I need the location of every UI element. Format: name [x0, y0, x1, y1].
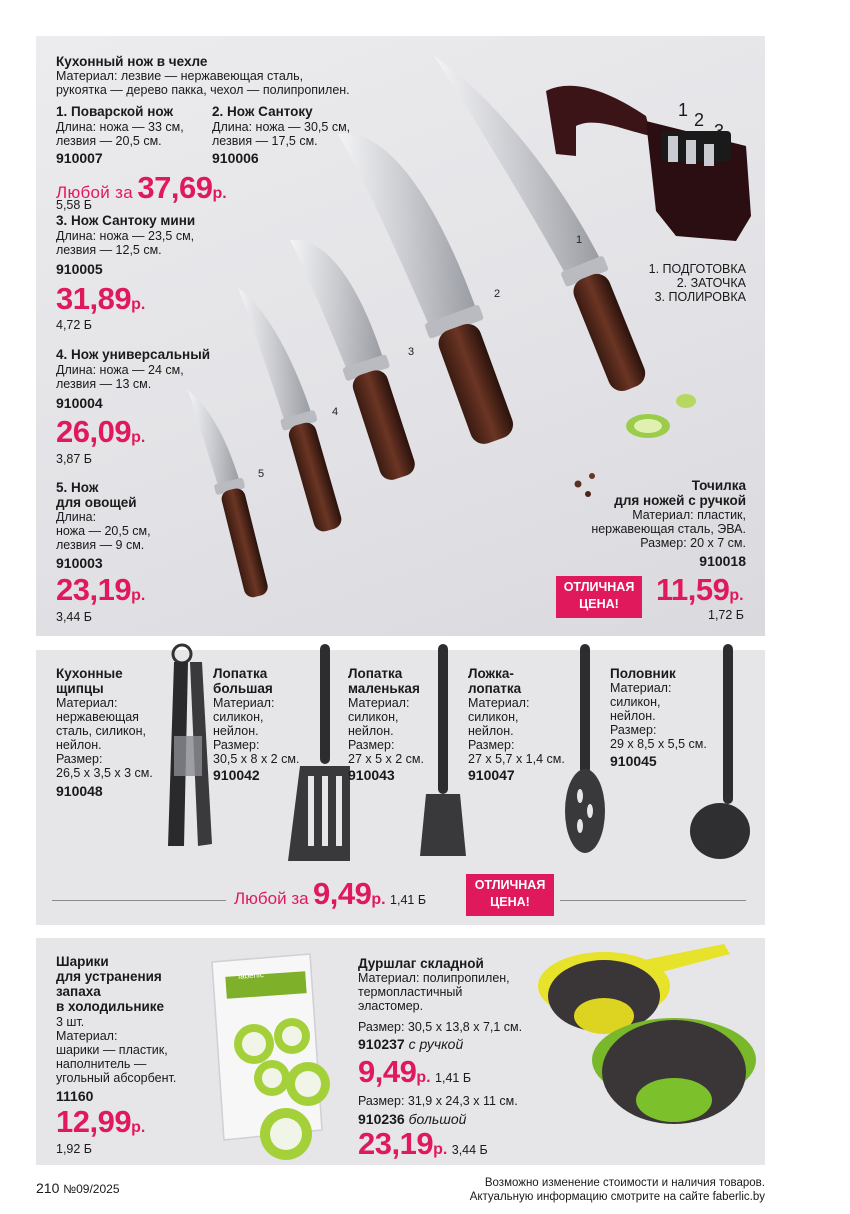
paring-knife-title-2: для овощей: [56, 495, 137, 510]
santoku-mini-price: [56, 281, 145, 317]
colander-image: [524, 940, 760, 1162]
ladle-l5: 29 х 8,5 х 5,5 см.: [610, 737, 707, 751]
tongs-l6: 26,5 х 3,5 х 3 см.: [56, 766, 153, 780]
spoon-spatula-l5: 27 х 5,7 х 1,4 см.: [468, 752, 565, 766]
code: 910237: [358, 1036, 405, 1052]
colander-l2: термопластичный: [358, 985, 463, 999]
any-points: 1,41 Б: [390, 893, 427, 907]
pack-brand: faberlic: [237, 970, 265, 981]
odor-balls-image: [198, 944, 338, 1166]
spoon-spatula-l4: Размер:: [468, 738, 515, 752]
odor-balls-title-2: для устранения: [56, 969, 162, 984]
utensils-price-divider-right: [560, 900, 746, 901]
sharpener-slot-2: 2: [694, 110, 705, 130]
paring-knife-price: [56, 572, 145, 608]
price-value: 23,19: [56, 572, 132, 607]
tongs-l5: Размер:: [56, 752, 103, 766]
paring-knife-code: 910003: [56, 555, 103, 571]
price-value: 23,19: [358, 1126, 434, 1161]
points: 3,44 Б: [451, 1143, 488, 1157]
large-spatula-l4: Размер:: [213, 738, 260, 752]
badge-line-1: ОТЛИЧНАЯ: [563, 580, 635, 594]
paring-knife: [188, 382, 272, 600]
knife-label-3: 3: [408, 346, 415, 358]
any-price-value: 37,69: [137, 170, 213, 205]
spoon-spatula-l1: Материал:: [468, 696, 530, 710]
price-value: 11,59: [656, 572, 730, 607]
universal-knife-price: [56, 414, 145, 450]
cucumber-slices: [626, 394, 696, 438]
utensils-great-price-badge: [466, 874, 554, 916]
peppercorn: [585, 491, 591, 497]
chef-knife-title: 1. Поварской нож: [56, 104, 174, 119]
paring-knife-title-1: 5. Нож: [56, 480, 99, 495]
ladle-l1: Материал:: [610, 681, 672, 695]
code-note: большой: [408, 1111, 467, 1127]
page-footer-note: [470, 1176, 765, 1204]
price-currency: р.: [131, 429, 146, 446]
code: 910236: [358, 1111, 405, 1127]
price-currency: р.: [729, 587, 744, 604]
any-price-currency: р.: [371, 891, 386, 908]
odor-balls-title-1: Шарики: [56, 954, 109, 969]
colander-size-2: Размер: 31,9 х 24,3 х 11 см.: [358, 1094, 518, 1108]
colander-code-2: [358, 1111, 466, 1127]
tongs-title-2: щипцы: [56, 681, 104, 696]
footer-note-2: Актуальную информацию смотрите на сайте faberlic.by: [469, 1191, 765, 1203]
price-currency: р.: [131, 587, 146, 604]
paring-knife-blade: лезвия — 9 см.: [56, 538, 145, 552]
knife-set-material-2: рукоятка — дерево пакка, чехол — полипропилен.: [56, 83, 350, 97]
sharpener-great-price-badge: [556, 576, 642, 618]
colander-price-1: [358, 1054, 471, 1090]
price-value: 12,99: [56, 1104, 132, 1139]
odor-balls-price: [56, 1104, 145, 1140]
santoku-mini-blade: лезвия — 12,5 см.: [56, 243, 162, 257]
sharpener-size: Размер: 20 х 7 см.: [640, 536, 746, 550]
small-spatula-l4: Размер:: [348, 738, 395, 752]
code-note: с ручкой: [408, 1036, 464, 1052]
badge-line-2: ЦЕНА!: [490, 895, 530, 909]
ladle-title: Половник: [610, 666, 676, 681]
santoku-title: 2. Нож Сантоку: [212, 104, 313, 119]
utensils-price-divider: [52, 900, 226, 901]
page-footer-left: [36, 1180, 120, 1196]
colander-title: Дуршлаг складной: [358, 956, 484, 971]
knife-label-1: 1: [576, 234, 583, 246]
santoku-mini-title: 3. Нож Сантоку мини: [56, 213, 196, 228]
colander-size-1: Размер: 30,5 х 13,8 х 7,1 см.: [358, 1020, 523, 1034]
spoon-spatula-l2: силикон,: [468, 710, 519, 724]
sharpener-slot-1: 1: [678, 100, 689, 120]
sharpener-step-2: 2. ЗАТОЧКА: [676, 276, 746, 290]
small-spatula-title-2: маленькая: [348, 681, 420, 696]
issue-number: №09/2025: [63, 1182, 120, 1196]
chef-knife-code: 910007: [56, 150, 103, 166]
sharpener-step-1: 1. ПОДГОТОВКА: [648, 262, 746, 276]
santoku-mini-points: 4,72 Б: [56, 318, 93, 332]
knife-label-4: 4: [332, 406, 339, 418]
price-value: 9,49: [358, 1054, 417, 1089]
santoku-length: Длина: ножа — 30,5 см,: [212, 120, 351, 134]
any-price-value: 9,49: [313, 876, 372, 911]
badge-line-1: ОТЛИЧНАЯ: [474, 878, 546, 892]
tongs-image: [168, 645, 212, 846]
price-currency: р.: [433, 1141, 448, 1158]
knife-set-title: Кухонный нож в чехле: [56, 54, 208, 69]
small-spatula-l2: силикон,: [348, 710, 399, 724]
colander-l3: эластомер.: [358, 999, 424, 1013]
odor-balls-title-4: в холодильнике: [56, 999, 165, 1014]
tongs-l2: нержавеющая: [56, 710, 139, 724]
tongs-code: 910048: [56, 783, 103, 799]
small-spatula-l1: Материал:: [348, 696, 410, 710]
large-spatula-title-2: большая: [213, 681, 273, 696]
large-spatula-l1: Материал:: [213, 696, 275, 710]
small-spatula-l5: 27 х 5 х 2 см.: [348, 752, 424, 766]
chef-knife-length: Длина: ножа — 33 см,: [56, 120, 184, 134]
tongs-l1: Материал:: [56, 696, 118, 710]
santoku-code: 910006: [212, 150, 259, 166]
colander-price-2: [358, 1126, 488, 1162]
paring-knife-length-1: Длина:: [56, 510, 97, 524]
spoon-spatula-l3: нейлон.: [468, 724, 514, 738]
sharpener-step-3: 3. ПОЛИРОВКА: [654, 290, 746, 304]
odor-balls-l4: наполнитель —: [56, 1057, 147, 1071]
price-currency: р.: [416, 1069, 431, 1086]
spoon-spatula-code: 910047: [468, 767, 515, 783]
universal-knife-title: 4. Нож универсальный: [56, 347, 211, 362]
odor-balls-l1: 3 шт.: [56, 1015, 85, 1029]
colander-l1: Материал: полипропилен,: [358, 971, 510, 985]
spoon-spatula-image: [565, 644, 605, 853]
large-spatula-l2: силикон,: [213, 710, 264, 724]
sharpener-points: 1,72 Б: [708, 608, 745, 622]
any-label: Любой за: [56, 183, 133, 202]
universal-knife-blade: лезвия — 13 см.: [56, 377, 152, 391]
sharpener-slot-3: 3: [714, 121, 725, 141]
large-spatula-title-1: Лопатка: [213, 666, 268, 681]
small-spatula-l3: нейлон.: [348, 724, 394, 738]
odor-balls-l5: угольный абсорбент.: [56, 1071, 177, 1085]
spoon-spatula-title-2: лопатка: [468, 681, 522, 696]
odor-balls-code: 11160: [56, 1088, 94, 1104]
paring-knife-points: 3,44 Б: [56, 610, 93, 624]
santoku-blade: лезвия — 17,5 см.: [212, 134, 318, 148]
large-spatula-l3: нейлон.: [213, 724, 259, 738]
sharpener-code: 910018: [699, 553, 746, 569]
tongs-l3: сталь, силикон,: [56, 724, 146, 738]
price-value: 26,09: [56, 414, 132, 449]
sharpener-price: [656, 572, 744, 608]
knife-set-material-1: Материал: лезвие — нержавеющая сталь,: [56, 69, 304, 83]
small-spatula-image: [420, 644, 466, 856]
odor-balls-points: 1,92 Б: [56, 1142, 93, 1156]
universal-knife-code: 910004: [56, 395, 103, 411]
page-number: 210: [36, 1180, 60, 1196]
utensils-any-price: [234, 876, 426, 912]
spoon-spatula-title-1: Ложка-: [468, 666, 514, 681]
odor-balls-l2: Материал:: [56, 1029, 118, 1043]
sharpener-title-1: Точилка: [691, 478, 746, 493]
sharpener-material-1: Материал: пластик,: [632, 508, 746, 522]
tongs-l4: нейлон.: [56, 738, 102, 752]
badge-line-2: ЦЕНА!: [579, 597, 619, 611]
odor-balls-title-3: запаха: [56, 984, 101, 999]
ladle-l3: нейлон.: [610, 709, 656, 723]
footer-note-1: Возможно изменение стоимости и наличия товаров.: [484, 1177, 765, 1189]
santoku-mini-length: Длина: ножа — 23,5 см,: [56, 229, 195, 243]
any-label: Любой за: [234, 889, 309, 908]
small-spatula-title-1: Лопатка: [348, 666, 403, 681]
ladle-code: 910045: [610, 753, 657, 769]
small-spatula-code: 910043: [348, 767, 395, 783]
sharpener-material-2: нержавеющая сталь, ЭВА.: [591, 522, 746, 536]
tongs-title-1: Кухонные: [56, 666, 123, 681]
large-spatula-code: 910042: [213, 767, 260, 783]
peppercorn: [575, 481, 582, 488]
santoku-mini-code: 910005: [56, 261, 103, 277]
large-spatula-l5: 30,5 х 8 х 2 см.: [213, 752, 300, 766]
price-value: 31,89: [56, 281, 132, 316]
ladle-l2: силикон,: [610, 695, 661, 709]
chef-knife-blade: лезвия — 20,5 см.: [56, 134, 162, 148]
odor-balls-l3: шарики — пластик,: [56, 1043, 168, 1057]
ladle-l4: Размер:: [610, 723, 657, 737]
knives-any-points: 5,58 Б: [56, 198, 93, 212]
price-currency: р.: [131, 296, 146, 313]
price-currency: р.: [131, 1119, 146, 1136]
paring-knife-length-2: ножа — 20,5 см,: [56, 524, 151, 538]
universal-knife-length: Длина: ножа — 24 см,: [56, 363, 184, 377]
sharpener-title-2: для ножей с ручкой: [614, 493, 746, 508]
knife-label-5: 5: [258, 468, 265, 480]
colander-code-1: [358, 1036, 463, 1052]
points: 1,41 Б: [435, 1071, 472, 1085]
knife-label-2: 2: [494, 288, 501, 300]
peppercorn: [589, 473, 595, 479]
universal-knife-points: 3,87 Б: [56, 452, 93, 466]
ladle-image: [690, 644, 750, 859]
any-price-currency: р.: [212, 185, 227, 202]
